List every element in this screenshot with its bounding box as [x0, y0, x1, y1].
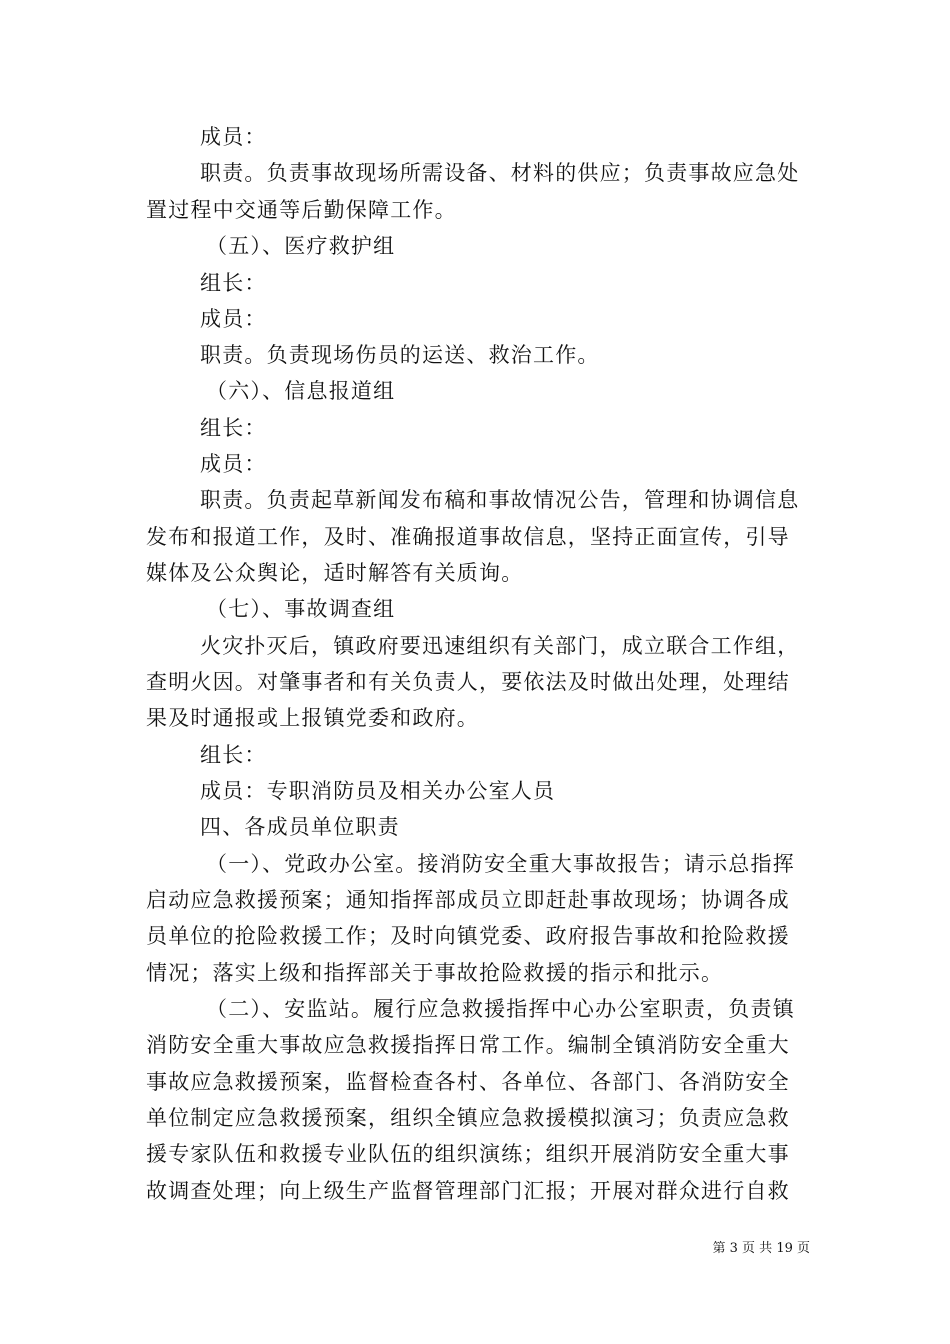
section-heading: （七）、事故调查组: [206, 597, 396, 621]
text-line: 单位制定应急救援预案，组织全镇应急救援模拟演习；负责应急救: [146, 1106, 790, 1130]
text-line: 情况；落实上级和指挥部关于事故抢险救援的指示和批示。: [146, 961, 724, 985]
section-heading: （六）、信息报道组: [206, 379, 396, 403]
text-line: 援专家队伍和救援专业队伍的组织演练；组织开展消防安全重大事: [146, 1142, 790, 1166]
text-line: 组长：: [200, 416, 267, 440]
text-line: 成员：: [200, 125, 267, 149]
text-line: 职责。负责事故现场所需设备、材料的供应；负责事故应急处: [200, 161, 800, 185]
text-line: 组长：: [200, 743, 267, 767]
text-line: 置过程中交通等后勤保障工作。: [146, 198, 457, 222]
text-line: （二）、安监站。履行应急救援指挥中心办公室职责，负责镇: [206, 997, 795, 1021]
section-heading: 四、各成员单位职责: [200, 815, 400, 839]
section-heading: （五）、医疗救护组: [206, 234, 396, 258]
text-line: 启动应急救援预案；通知指挥部成员立即赶赴事故现场；协调各成: [146, 888, 790, 912]
text-line: 火灾扑灭后，镇政府要迅速组织有关部门，成立联合工作组，: [200, 634, 800, 658]
text-line: 查明火因。对肇事者和有关负责人，要依法及时做出处理，处理结: [146, 670, 790, 694]
text-line: （一）、党政办公室。接消防安全重大事故报告；请示总指挥: [206, 852, 795, 876]
text-line: 成员：: [200, 452, 267, 476]
text-line: 故调查处理；向上级生产监督管理部门汇报；开展对群众进行自救: [146, 1179, 790, 1203]
text-line: 职责。负责起草新闻发布稿和事故情况公告，管理和协调信息: [200, 488, 800, 512]
text-line: 发布和报道工作，及时、准确报道事故信息，坚持正面宣传，引导: [146, 525, 790, 549]
text-line: 媒体及公众舆论，适时解答有关质询。: [146, 561, 524, 585]
text-line: 果及时通报或上报镇党委和政府。: [146, 706, 479, 730]
text-line: 员单位的抢险救援工作；及时向镇党委、政府报告事故和抢险救援: [146, 924, 790, 948]
text-line: 成员：: [200, 307, 267, 331]
text-line: 事故应急救援预案，监督检查各村、各单位、各部门、各消防安全: [146, 1070, 790, 1094]
text-line: 职责。负责现场伤员的运送、救治工作。: [200, 343, 600, 367]
text-line: 成员：专职消防员及相关办公室人员: [200, 779, 556, 803]
text-line: 组长：: [200, 271, 267, 295]
page-number: 第 3 页 共 19 页: [712, 1241, 810, 1256]
text-line: 消防安全重大事故应急救援指挥日常工作。编制全镇消防安全重大: [146, 1033, 790, 1057]
